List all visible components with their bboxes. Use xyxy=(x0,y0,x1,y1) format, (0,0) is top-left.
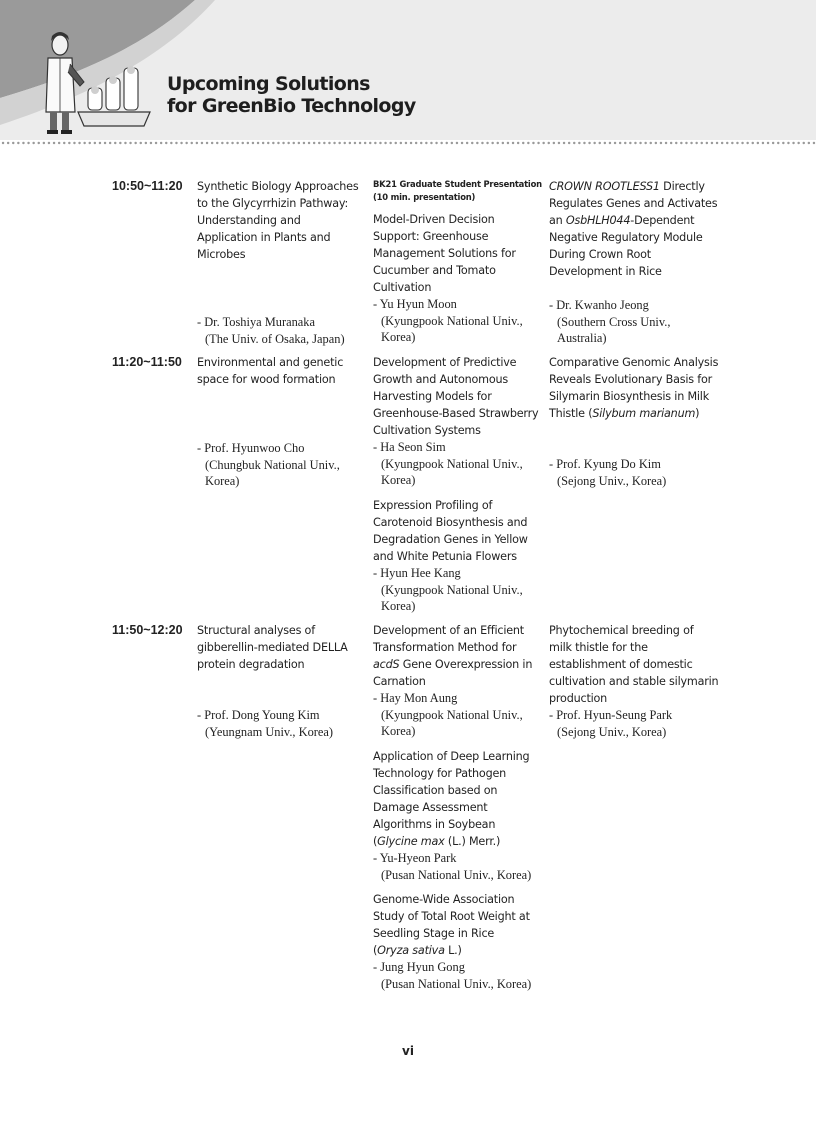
title-line: Genome-Wide Association xyxy=(373,893,515,906)
title-line xyxy=(549,178,711,195)
talk-cell xyxy=(373,748,535,883)
speaker-affiliation: Korea) xyxy=(205,474,240,489)
talk-speaker xyxy=(373,296,535,346)
talk-title xyxy=(197,178,359,263)
speaker-affiliation: Korea) xyxy=(381,330,416,345)
bk21-note-duration: (10 min. presentation) xyxy=(373,192,476,202)
speaker-affiliation: (Kyungpook National Univ., xyxy=(381,707,523,722)
header-title-line-2: for GreenBio Technology xyxy=(167,95,416,117)
title-line: Environmental and genetic xyxy=(197,356,344,369)
talk-title xyxy=(373,622,535,690)
talk-speaker xyxy=(373,959,535,992)
talk-cell xyxy=(373,497,535,615)
title-line: Application in Plants and xyxy=(197,231,331,244)
talk-speaker xyxy=(373,439,535,489)
talk-speaker xyxy=(373,565,535,615)
title-line: Classification based on xyxy=(373,784,498,797)
speaker-affiliation: Australia) xyxy=(557,331,607,346)
talk-cell xyxy=(373,891,535,992)
title-line: Degradation Genes in Yellow xyxy=(373,533,528,546)
gene-name: OsbHLH044 xyxy=(565,214,631,227)
speaker-affiliation: (Sejong Univ., Korea) xyxy=(557,473,667,488)
speaker-affiliation: Korea) xyxy=(381,599,416,614)
talk-title xyxy=(373,748,535,850)
title-line: Structural analyses of xyxy=(197,624,315,637)
speaker-name: - Dr. Toshiya Muranaka xyxy=(197,315,315,329)
speaker-affiliation: Korea) xyxy=(381,724,416,739)
title-line: Support: Greenhouse xyxy=(373,230,489,243)
species-name: Oryza sativa xyxy=(377,944,445,957)
talk-title xyxy=(549,622,719,707)
talk-title xyxy=(373,211,535,296)
title-text: ( xyxy=(373,835,378,848)
speaker-name: - Yu Hyun Moon xyxy=(373,297,457,311)
scientist-illustration-icon xyxy=(40,30,155,138)
title-line: Cucumber and Tomato xyxy=(373,264,496,277)
title-line: Application of Deep Learning xyxy=(373,750,530,763)
title-text: Directly xyxy=(659,180,705,193)
title-line: establishment of domestic xyxy=(549,658,693,671)
speaker-name: - Yu-Hyeon Park xyxy=(373,851,457,865)
speaker-name: - Prof. Hyunwoo Cho xyxy=(197,441,305,455)
talk-title xyxy=(549,178,718,280)
title-line: Regulates Genes and Activates xyxy=(549,197,718,210)
session-time: 11:50~12:20 xyxy=(112,623,183,637)
talk-speaker xyxy=(197,707,359,740)
speaker-affiliation: (Kyungpook National Univ., xyxy=(381,582,523,597)
talk-cell xyxy=(373,622,535,740)
speaker-name: - Jung Hyun Gong xyxy=(373,960,465,974)
speaker-name: - Prof. Dong Young Kim xyxy=(197,708,320,722)
talk-cell xyxy=(549,354,719,422)
title-line: Algorithms in Soybean xyxy=(373,818,496,831)
speaker-name: - Hyun Hee Kang xyxy=(373,566,461,580)
species-name: Glycine max xyxy=(377,835,445,848)
talk-title xyxy=(373,891,535,959)
title-line: Development of Predictive xyxy=(373,356,517,369)
title-text: -Dependent xyxy=(630,214,695,227)
title-line: Comparative Genomic Analysis xyxy=(549,356,719,369)
speaker-name: - Prof. Kyung Do Kim xyxy=(549,457,661,471)
talk-title xyxy=(373,354,539,439)
title-text: L.) xyxy=(444,944,462,957)
title-line: Cultivation xyxy=(373,281,432,294)
title-line xyxy=(373,833,535,850)
species-name: Silybum marianum xyxy=(592,407,696,420)
talk-speaker xyxy=(549,297,711,347)
title-text: Gene Overexpression in xyxy=(399,658,533,671)
title-line: space for wood formation xyxy=(197,373,336,386)
title-line: Development of an Efficient xyxy=(373,624,524,637)
speaker-name: - Hay Mon Aung xyxy=(373,691,458,705)
talk-cell xyxy=(549,178,718,280)
title-line: Cultivation Systems xyxy=(373,424,481,437)
title-line: and White Petunia Flowers xyxy=(373,550,517,563)
talk-cell xyxy=(197,354,359,388)
page-header xyxy=(0,0,816,140)
title-line: Phytochemical breeding of xyxy=(549,624,694,637)
session-time: 11:20~11:50 xyxy=(112,355,182,369)
title-line: Greenhouse-Based Strawberry xyxy=(373,407,539,420)
title-line: Harvesting Models for xyxy=(373,390,492,403)
title-line xyxy=(549,212,711,229)
title-line: Growth and Autonomous xyxy=(373,373,509,386)
speaker-affiliation: (Sejong Univ., Korea) xyxy=(557,724,667,739)
gene-name: acdS xyxy=(373,658,400,671)
title-line: gibberellin-mediated DELLA xyxy=(197,641,348,654)
talk-speaker xyxy=(197,440,359,490)
talk-title xyxy=(549,354,719,422)
speaker-affiliation: Korea) xyxy=(381,473,416,488)
title-text: (L.) Merr.) xyxy=(444,835,501,848)
title-line xyxy=(373,656,535,673)
title-line: Management Solutions for xyxy=(373,247,516,260)
talk-speaker xyxy=(549,707,711,740)
title-line: Carotenoid Biosynthesis and xyxy=(373,516,528,529)
title-text: Thistle ( xyxy=(549,407,593,420)
speaker-name: - Prof. Hyun-Seung Park xyxy=(549,708,673,722)
speaker-name: - Ha Seon Sim xyxy=(373,440,446,454)
talk-speaker xyxy=(549,456,711,489)
talk-cell xyxy=(373,178,542,346)
talk-speaker xyxy=(373,850,535,883)
talk-title xyxy=(197,354,359,388)
title-line: Microbes xyxy=(197,248,246,261)
talk-cell xyxy=(549,622,719,740)
speaker-affiliation: (Southern Cross Univ., xyxy=(557,314,671,329)
talk-speaker xyxy=(197,314,359,347)
speaker-affiliation: (Kyungpook National Univ., xyxy=(381,456,523,471)
title-line: Development in Rice xyxy=(549,265,662,278)
title-text: ( xyxy=(373,944,378,957)
title-text: an xyxy=(549,214,566,227)
talk-cell xyxy=(197,622,359,673)
title-line: milk thistle for the xyxy=(549,641,648,654)
title-line: production xyxy=(549,692,608,705)
bk21-note: BK21 Graduate Student Presentation xyxy=(373,179,542,189)
title-line xyxy=(373,942,535,959)
title-line: Carnation xyxy=(373,675,426,688)
dotted-divider xyxy=(0,140,816,146)
header-title xyxy=(167,73,416,117)
session-time: 10:50~11:20 xyxy=(112,179,183,193)
header-title-line-1: Upcoming Solutions xyxy=(167,73,370,95)
talk-speaker xyxy=(373,690,535,740)
speaker-affiliation: (Yeungnam Univ., Korea) xyxy=(205,724,334,739)
title-line xyxy=(549,405,711,422)
talk-title xyxy=(373,497,535,565)
talk-title xyxy=(197,622,359,673)
title-line: Reveals Evolutionary Basis for xyxy=(549,373,713,386)
page-number: vi xyxy=(402,1044,414,1058)
talk-cell xyxy=(373,354,539,489)
speaker-name: - Dr. Kwanho Jeong xyxy=(549,298,649,312)
title-line: cultivation and stable silymarin xyxy=(549,675,719,688)
title-line: Synthetic Biology Approaches xyxy=(197,180,359,193)
speaker-affiliation: (Pusan National Univ., Korea) xyxy=(381,867,532,882)
title-text: ) xyxy=(695,407,700,420)
title-line: to the Glycyrrhizin Pathway: xyxy=(197,197,349,210)
speaker-affiliation: (Pusan National Univ., Korea) xyxy=(381,976,532,991)
title-line: Negative Regulatory Module xyxy=(549,231,703,244)
talk-cell xyxy=(197,178,359,263)
title-line: Damage Assessment xyxy=(373,801,488,814)
title-line: Study of Total Root Weight at xyxy=(373,910,530,923)
title-line: Transformation Method for xyxy=(373,641,517,654)
title-line: Seedling Stage in Rice xyxy=(373,927,495,940)
title-line: protein degradation xyxy=(197,658,305,671)
title-line: Expression Profiling of xyxy=(373,499,493,512)
title-line: Technology for Pathogen xyxy=(373,767,507,780)
title-line: During Crown Root xyxy=(549,248,651,261)
title-line: Silymarin Biosynthesis in Milk xyxy=(549,390,709,403)
title-line: Model-Driven Decision xyxy=(373,213,495,226)
speaker-affiliation: (Kyungpook National Univ., xyxy=(381,313,523,328)
speaker-affiliation: (Chungbuk National Univ., xyxy=(205,457,340,472)
title-line: Understanding and xyxy=(197,214,301,227)
speaker-affiliation: (The Univ. of Osaka, Japan) xyxy=(205,331,345,346)
gene-name: CROWN ROOTLESS1 xyxy=(549,180,660,193)
